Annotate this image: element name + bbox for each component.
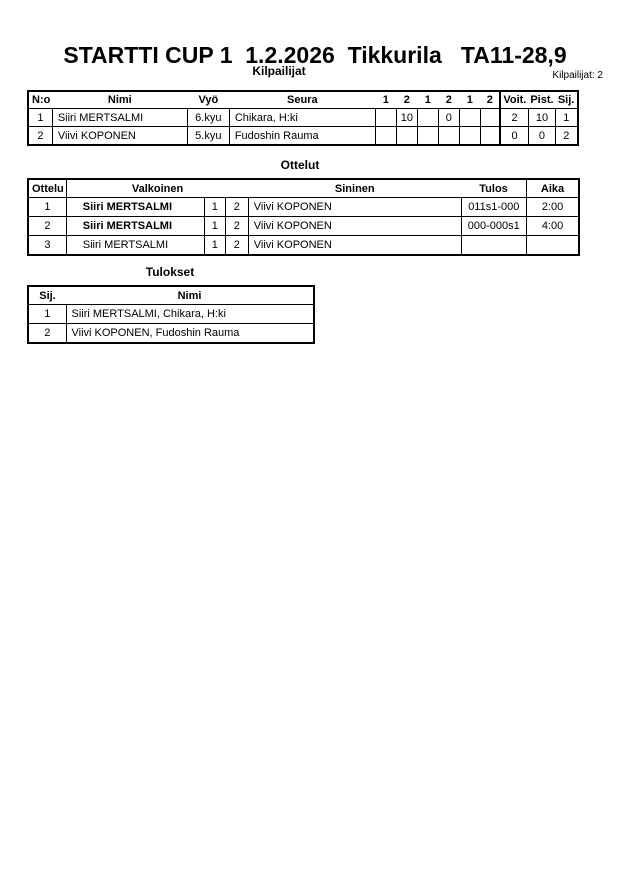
cell-score [396,127,417,146]
cell-wins: 2 [500,109,528,127]
cell-num1: 1 [204,198,225,217]
cell-white-name: Siiri MERTSALMI [66,236,204,256]
col-header-score-3: 1 [417,91,438,109]
cell-blue-name: Viivi KOPONEN [248,198,461,217]
cell-name: Viivi KOPONEN, Fudoshin Rauma [66,324,314,344]
cell-score: 0 [438,109,459,127]
cell-belt: 5.kyu [187,127,229,146]
cell-white-name: Siiri MERTSALMI [66,198,204,217]
cell-result [461,236,526,256]
cell-points: 10 [528,109,555,127]
cell-score [480,127,500,146]
cell-score [438,127,459,146]
cell-blue-name: Viivi KOPONEN [248,217,461,236]
cell-match-no: 1 [28,198,66,217]
cell-name: Viivi KOPONEN [52,127,187,146]
competitors-table [27,90,579,146]
col-header-white: Valkoinen [66,179,248,198]
cell-num2: 2 [225,236,248,256]
col-header-name: Nimi [66,286,314,305]
col-header-belt: Vyö [187,91,229,109]
cell-place: 2 [28,324,66,344]
competitor-row [28,109,578,127]
cell-score [417,127,438,146]
cell-points: 0 [528,127,555,146]
cell-match-no: 3 [28,236,66,256]
col-header-time: Aika [526,179,579,198]
col-header-place: Sij. [556,91,578,109]
cell-result: 011s1-000 [461,198,526,217]
cell-result: 000-000s1 [461,217,526,236]
cell-belt: 6.kyu [187,109,229,127]
cell-place: 2 [556,127,578,146]
results-table [27,285,315,344]
cell-blue-name: Viivi KOPONEN [248,236,461,256]
match-row [28,198,579,217]
col-header-match: Ottelu [28,179,66,198]
cell-score: 10 [396,109,417,127]
cell-num1: 1 [204,236,225,256]
cell-time: 4:00 [526,217,579,236]
col-header-blue: Sininen [248,179,461,198]
cell-score [417,109,438,127]
section-title-matches: Ottelut [280,158,320,172]
cell-match-no: 2 [28,217,66,236]
col-header-result: Tulos [461,179,526,198]
col-header-points: Pist. [528,91,555,109]
cell-time: 2:00 [526,198,579,217]
result-row [28,324,314,344]
competitor-count-label: Kilpailijat: 2 [552,70,603,81]
cell-white-name: Siiri MERTSALMI [66,217,204,236]
col-header-score-5: 1 [459,91,480,109]
cell-name: Siiri MERTSALMI [52,109,187,127]
cell-club: Chikara, H:ki [229,109,375,127]
col-header-wins: Voit. [500,91,528,109]
results-header-row [28,286,314,305]
result-row [28,305,314,324]
cell-wins: 0 [500,127,528,146]
cell-time [526,236,579,256]
match-row [28,236,579,256]
col-header-name: Nimi [52,91,187,109]
cell-club: Fudoshin Rauma [229,127,375,146]
page-title: STARTTI CUP 1 1.2.2026 Tikkurila TA11-28,9 [63,42,567,68]
cell-num2: 2 [225,198,248,217]
col-header-score-6: 2 [480,91,500,109]
cell-score [459,127,480,146]
cell-num2: 2 [225,217,248,236]
col-header-no: N:o [28,91,52,109]
section-title-results: Tulokset [145,265,195,279]
col-header-place: Sij. [28,286,66,305]
cell-score [375,109,396,127]
competitor-row [28,127,578,146]
match-row [28,217,579,236]
cell-name: Siiri MERTSALMI, Chikara, H:ki [66,305,314,324]
section-title-competitors: Kilpailijat [252,64,306,78]
matches-header-row [28,179,579,198]
col-header-score-2: 2 [396,91,417,109]
competitors-header-row [28,91,578,109]
col-header-score-1: 1 [375,91,396,109]
col-header-club: Seura [229,91,375,109]
cell-score [480,109,500,127]
cell-place: 1 [28,305,66,324]
cell-no: 1 [28,109,52,127]
cell-score [459,109,480,127]
matches-table [27,178,580,256]
col-header-score-4: 2 [438,91,459,109]
cell-place: 1 [556,109,578,127]
cell-no: 2 [28,127,52,146]
cell-num1: 1 [204,217,225,236]
cell-score [375,127,396,146]
